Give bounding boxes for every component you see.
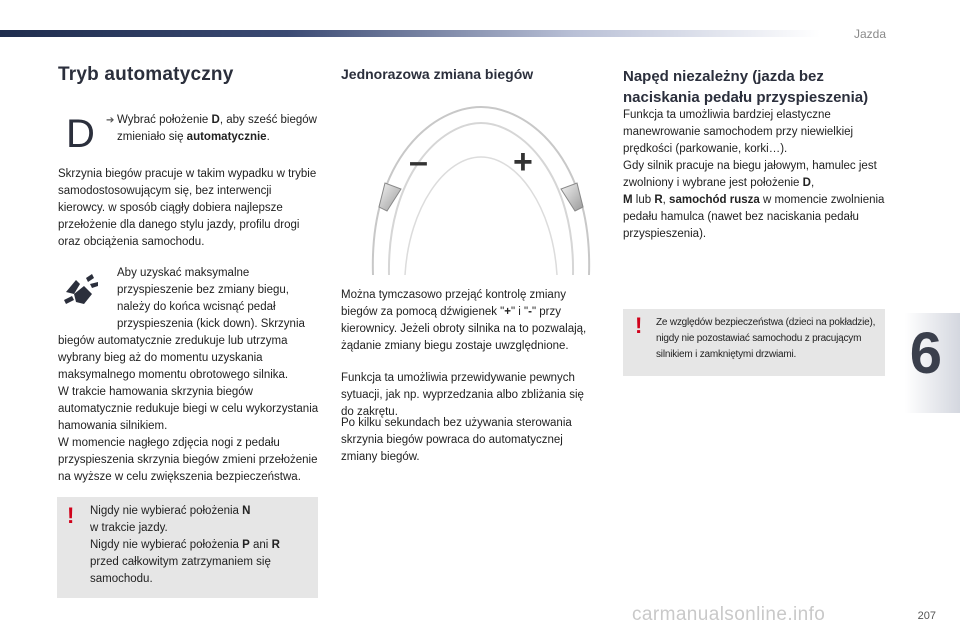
paragraph-creep-intro: Funkcja ta umożliwia bardziej elastyczne manewrowanie samochodem przy niewielkiej prędkości (parkowanie, korki…).	[623, 109, 854, 155]
creep-bold-d: D	[802, 177, 811, 189]
bullet-bold-d: D	[211, 114, 220, 126]
warning-text-gears	[90, 503, 312, 588]
bullet-text-mid: , aby sześć biegów zmieniało się	[117, 114, 317, 143]
paragraph-adaptive: Skrzynia biegów pracuje w takim wypadku w trybie samodostosowującym się, bez interwencji kierowcy. w sposób ciągły dobiera najlepsze przełożenie dla danego stylu jazdy, profilu drogi oraz obciążenia samochodu.	[58, 168, 317, 248]
paddles-text-post: " przy kierownicy. Jeżeli obroty silnika na to pozwalają, żądanie zmiany biegu zostaje uwzględnione.	[341, 306, 587, 352]
bullet-text-pre: Wybrać położenie	[117, 114, 212, 126]
exclamation-icon: !	[67, 503, 75, 528]
bullet-bold-auto: automatycznie	[186, 131, 267, 143]
exclamation-icon: !	[635, 313, 643, 338]
paddles-text-mid: " i "	[510, 306, 529, 318]
page-number: 207	[917, 610, 936, 622]
warning-l1: Nigdy nie wybierać położenia	[90, 505, 243, 517]
instruction-bullet	[106, 112, 317, 146]
creep-text-post: w momencie zwolnienia pedału hamulca (nawet bez naciskania pedału przyspieszenia).	[623, 194, 885, 240]
warning-n: N	[242, 505, 251, 517]
warning-ani: ani	[249, 539, 272, 551]
paddles-minus: -	[528, 306, 532, 318]
paddles-plus: +	[504, 306, 511, 318]
paragraph-safety: W momencie nagłego zdjęcia nogi z pedału przyspieszenia skrzynia biegów zmieni przełożenie na wyższe w celu zwiększenia bezpieczeństwa.	[58, 437, 318, 483]
paragraph-return-auto: Po kilku sekundach bez używania sterowania skrzynia biegów powraca do automatycznej zmiany biegów.	[341, 417, 572, 463]
paragraph-anticipation: Funkcja ta umożliwia przewidywanie pewnych sytuacji, jak np. wyprzedzania albo zbliżania się do zakrętu.	[341, 372, 584, 418]
header-bar	[0, 30, 820, 37]
paragraph-creep-details	[623, 158, 888, 243]
manual-shift-title: Jednorazowa zmiana biegów	[341, 66, 534, 82]
warning-l4: przed całkowitym zatrzymaniem się samochodu.	[90, 556, 271, 585]
creep-bold-moves: samochód rusza	[669, 194, 760, 206]
creep-sep2: lub	[632, 194, 655, 206]
creep-title-line1: Napęd niezależny (jazda bez	[623, 68, 824, 85]
chapter-number: 6	[909, 321, 942, 386]
paragraph-paddles	[341, 287, 599, 355]
creep-title-line2: naciskania pedału przyspieszenia)	[623, 89, 869, 106]
paddles-text-pre: Można tymczasowo przejąć kontrolę zmiany biegów za pomocą dźwigienek "	[341, 289, 566, 318]
warning-l3: Nigdy nie wybierać położenia	[90, 539, 243, 551]
plus-paddle-label: +	[513, 143, 533, 181]
creep-bold-r: R	[654, 194, 663, 206]
foot-pedal-icon	[62, 272, 100, 308]
warning-l2: w trakcie jazdy.	[90, 522, 168, 534]
creep-title	[623, 66, 888, 108]
steering-wheel-illustration	[365, 97, 597, 277]
warning-box-children	[623, 309, 885, 376]
watermark: carmanualsonline.info	[632, 604, 826, 625]
paragraph-braking: W trakcie hamowania skrzynia biegów automatycznie redukuje biegi w celu wykorzystania hamowania silnikiem.	[58, 386, 319, 432]
gear-d-symbol: D	[66, 112, 95, 156]
warning-text-children: Ze względów bezpieczeństwa (dzieci na pokładzie), nigdy nie pozostawiać samochodu z pracującym silnikiem i zamkniętymi drzwiami.	[656, 317, 876, 360]
minus-paddle-label: –	[409, 143, 428, 181]
warning-box-gears	[57, 497, 318, 598]
creep-sep3: ,	[662, 194, 670, 206]
creep-bold-m: M	[623, 194, 633, 206]
chapter-label: Jazda	[853, 27, 886, 41]
paragraph-kickdown: Aby uzyskać maksymalne przyspieszenie bez zmiany biegu, należy do końca wcisnąć pedał przyspieszenia (kick down). Skrzynia	[117, 267, 305, 330]
warning-r: R	[271, 539, 280, 551]
arrow-bullet-icon: ➔	[106, 115, 115, 126]
section-title: Tryb automatyczny	[58, 64, 234, 85]
paragraph-kickdown-cont: biegów automatycznie zredukuje lub utrzyma wybrany bieg aż do momentu uzyskania maksymalnego momentu obrotowego silnika.	[58, 335, 289, 381]
warning-p: P	[242, 539, 250, 551]
creep-text-pre: Gdy silnik pracuje na biegu jałowym, hamulec jest zwolniony i wybrane jest położenie	[623, 160, 877, 189]
creep-sep1: ,	[810, 177, 815, 189]
bullet-text-post: .	[266, 131, 270, 143]
